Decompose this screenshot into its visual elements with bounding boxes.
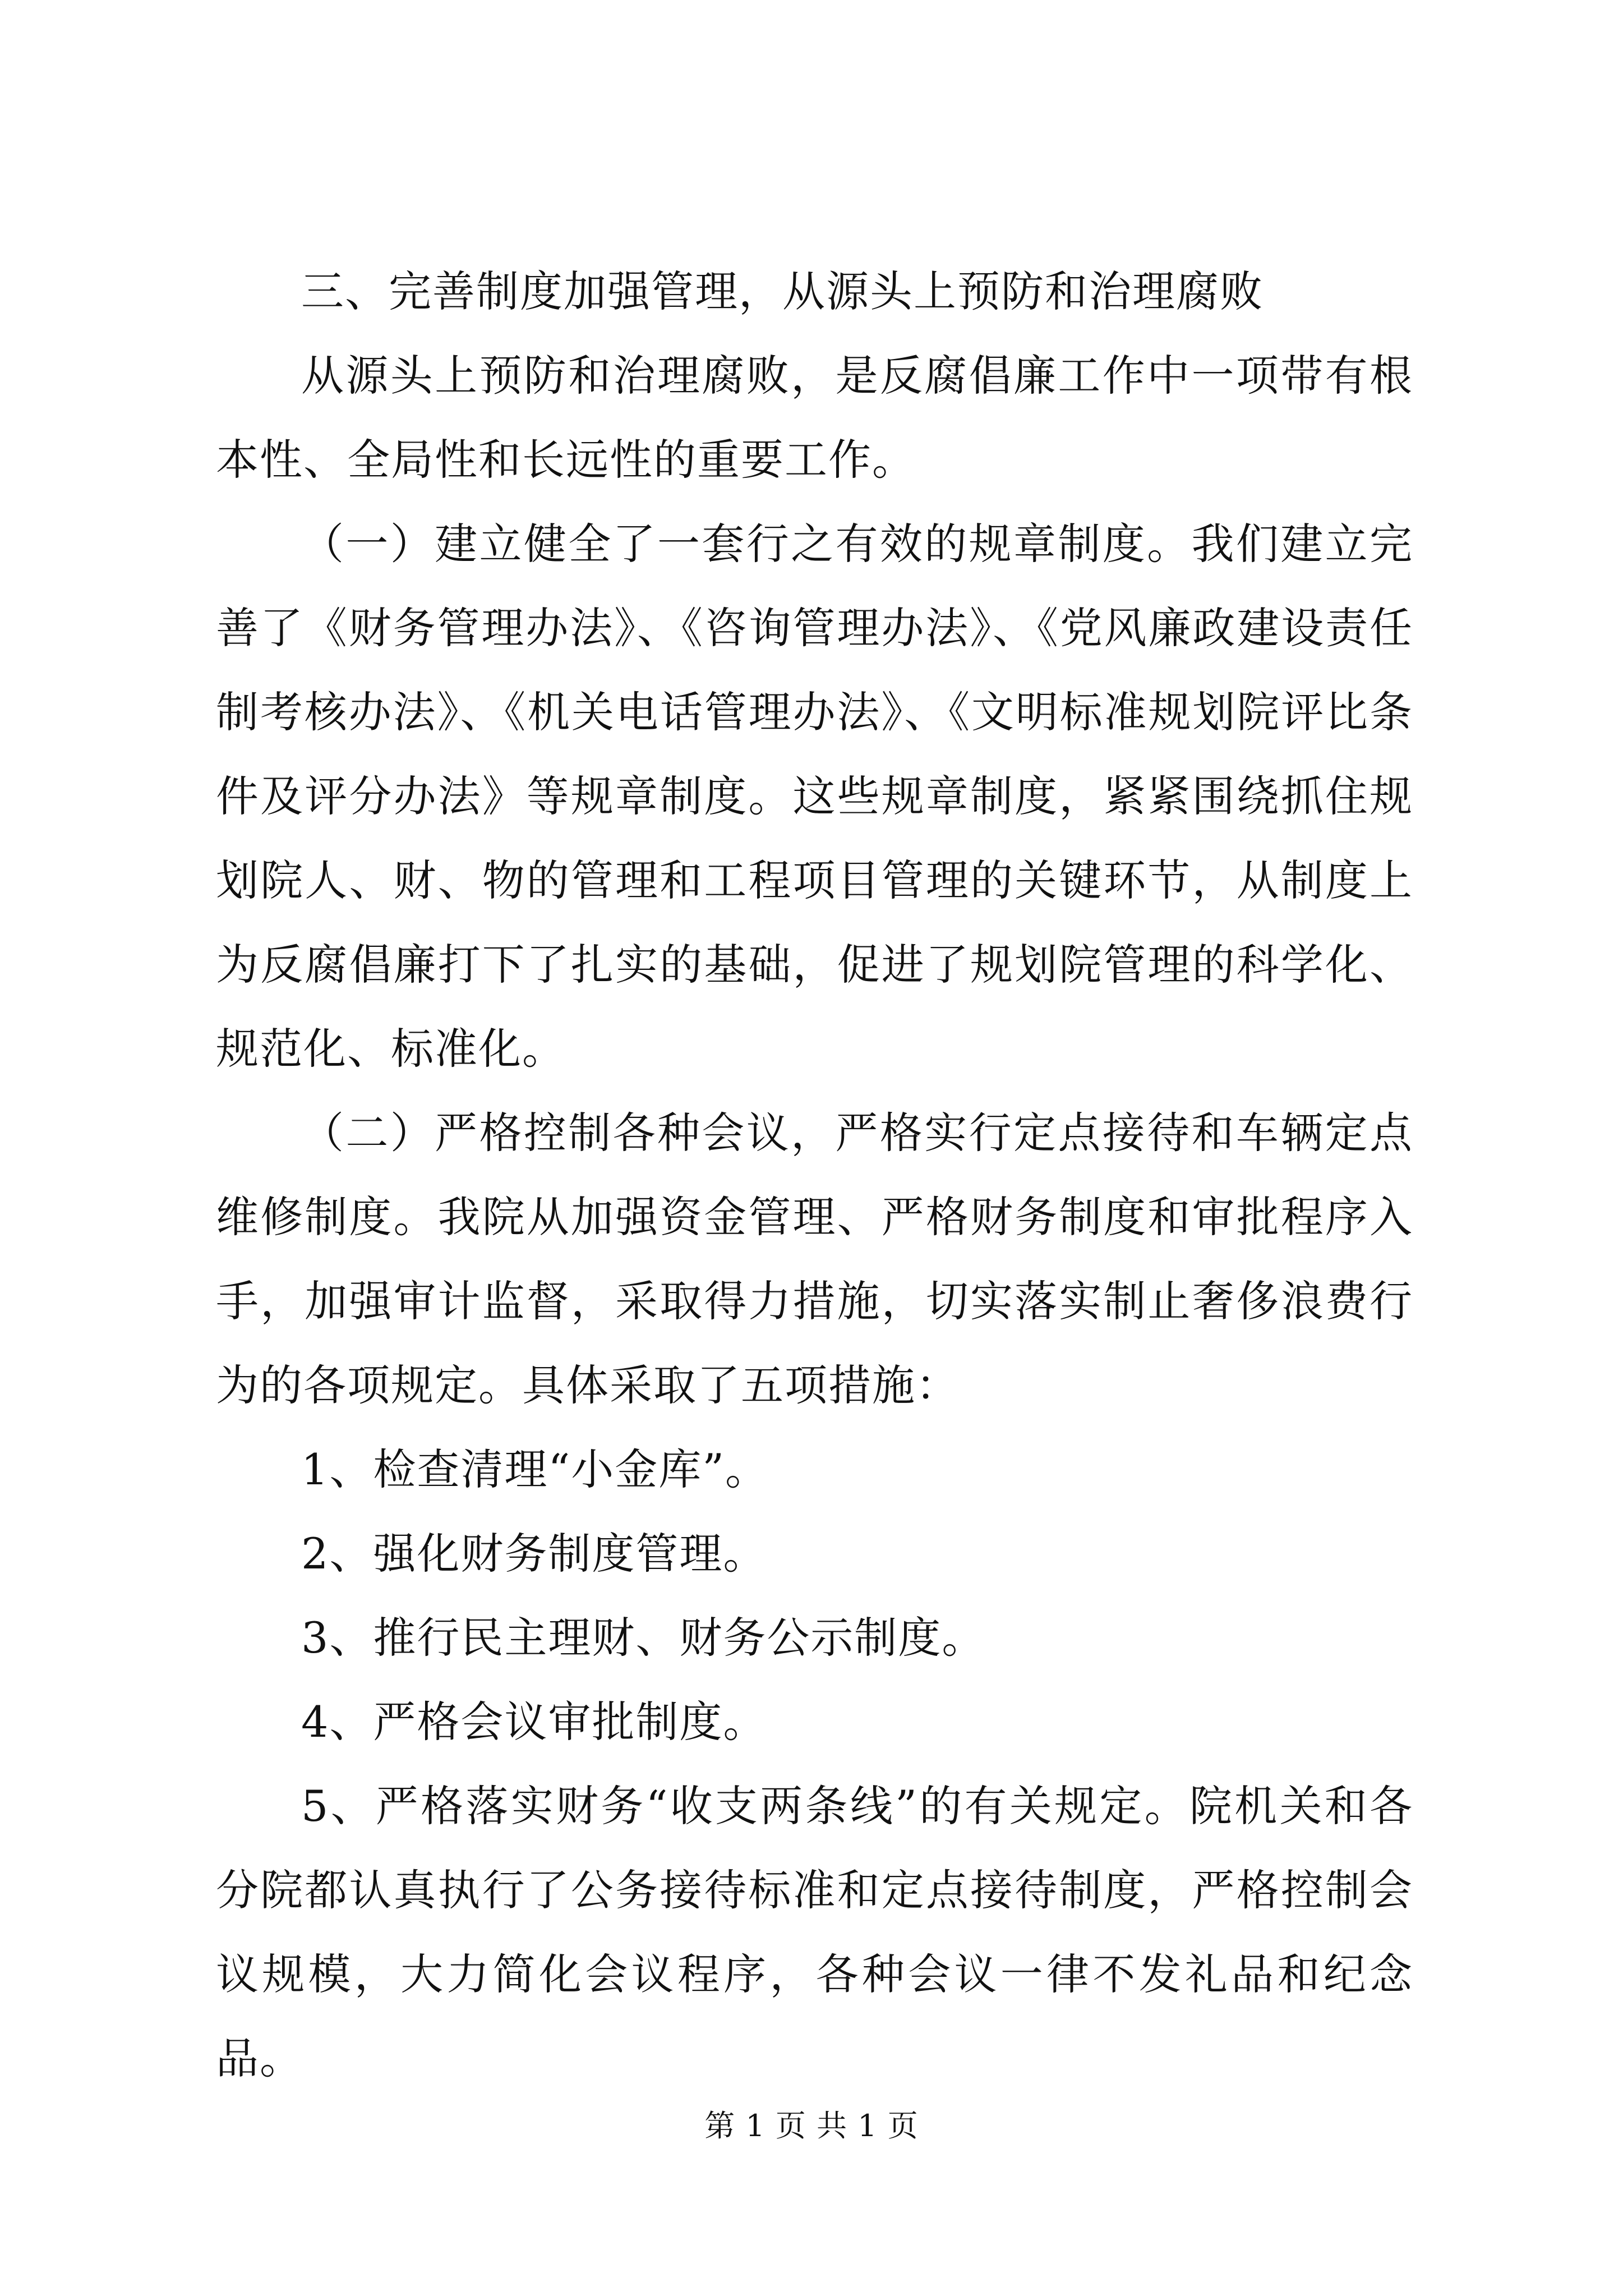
paragraph-item-two: （二）严格控制各种会议，严格实行定点接待和车辆定点维修制度。我院从加强资金管理、严格财务制度和审批程序入手，加强审计监督，采取得力措施，切实落实制止奢侈浪费行为的各项规定。具体采取了五项措施： — [216, 1108, 1413, 1410]
paragraph-item-one: （一）建立健全了一套行之有效的规章制度。我们建立完善了《财务管理办法》、《咨询管理办法》、《党风廉政建设责任制考核办法》、《机关电话管理办法》、《文明标准规划院评比条件及评分办法》等规章制度。这些规章制度，紧紧围绕抓住规划院人、财、物的管理和工程项目管理的关键环节，从制度上为反腐倡廉打下了扎实的基础，促进了规划院管理的科学化、规范化、标准化。 — [216, 519, 1413, 1074]
list-item-3: 3、推行民主理财、财务公示制度。 — [301, 1613, 986, 1663]
page-footer: 第 1 页 共 1 页 — [704, 2108, 919, 2143]
paragraph-intro: 从源头上预防和治理腐败，是反腐倡廉工作中一项带有根本性、全局性和长远性的重要工作。 — [216, 351, 1413, 485]
list-item-4: 4、严格会议审批制度。 — [301, 1697, 767, 1747]
section-heading: 三、完善制度加强管理，从源头上预防和治理腐败 — [301, 266, 1264, 316]
list-item-2: 2、强化财务制度管理。 — [301, 1529, 767, 1579]
list-item-5: 5、严格落实财务“收支两条线”的有关规定。院机关和各分院都认真执行了公务接待标准和定点接待制度，严格控制会议规模，大力简化会议程序，各种会议一律不发礼品和纪念品。 — [216, 1781, 1413, 2083]
document-body — [216, 250, 1413, 2101]
list-item-1: 1、检查清理“小金库”。 — [301, 1444, 769, 1494]
